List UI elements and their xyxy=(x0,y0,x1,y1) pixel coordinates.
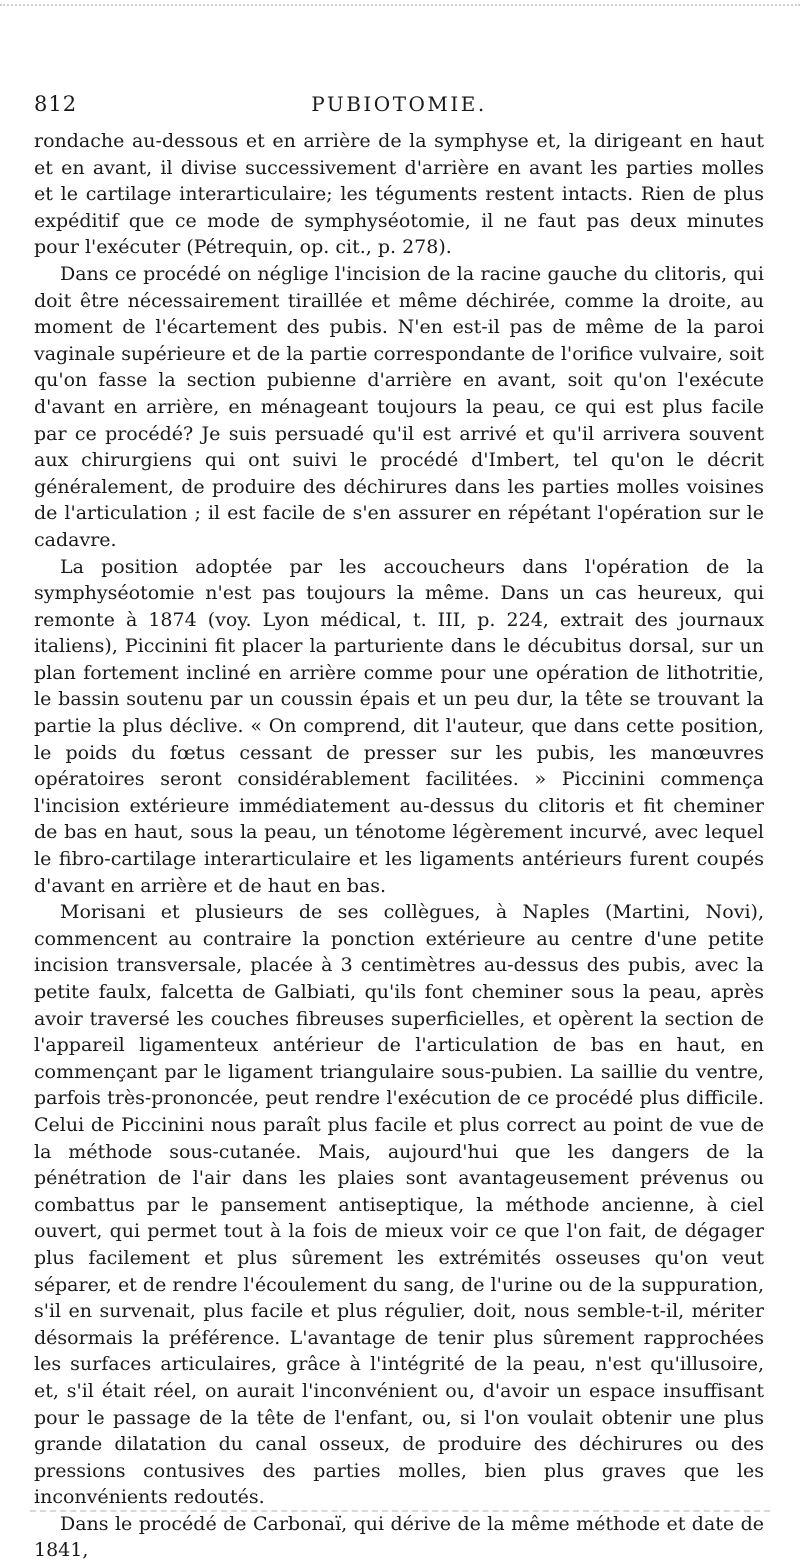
bottom-scan-border xyxy=(30,1510,770,1512)
top-scan-border xyxy=(0,4,800,20)
paragraph-continuation: rondache au-dessous et en arrière de la symphyse et, la dirigeant en haut et en avant, il divise successivement d'arrière en avant les parties molles et le cartilage interarticulaire; les téguments restent intacts. Rien de plus expéditif que ce mode de symphyséotomie, il ne faut pas deux minutes pour l'exécuter (Pétrequin, op. cit., p. 278). xyxy=(34,130,764,259)
running-title: PUBIOTOMIE. xyxy=(311,92,487,116)
paragraph: Dans ce procédé on néglige l'incision de la racine gauche du clitoris, qui doit être nécessairement tiraillée et même déchirée, comme la droite, au moment de l'écartement des pubis. N'en est-il pas de même de la paroi vaginale supérieure et de la partie correspondante de l'orifice vulvaire, soit qu'on fasse la section pubienne d'arrière en avant, soit qu'on l'exécute d'avant en arrière, en ménageant toujours la peau, ce qui est plus facile par ce procédé? Je suis persuadé qu'il est arrivé et qu'il arrivera souvent aux chirurgiens qui ont suivi le procédé d'Imbert, tel qu'on le décrit généralement, de produire des déchirures dans les parties molles voisines de l'articulation ; il est facile de s'en assurer en répétant l'opération sur le cadavre. xyxy=(34,262,764,551)
paragraph: Dans le procédé de Carbonaï, qui dérive de la même méthode et date de 1841, xyxy=(34,1512,764,1562)
body-text xyxy=(34,128,764,1564)
paragraph: Morisani et plusieurs de ses collègues, à Naples (Martini, Novi), commencent au contraire la ponction extérieure au centre d'une petite incision transversale, placée à 3 centimètres au-dessus des pubis, avec la petite faulx, falcetta de Galbiati, qu'ils font cheminer sous la peau, après avoir traversé les couches fibreuses superficielles, et opèrent la section de l'appareil ligamenteux antérieur de l'articulation de bas en haut, en commençant par le ligament triangulaire sous-pubien. La saillie du ventre, parfois très-prononcée, peut rendre l'exécution de ce procédé plus difficile. Celui de Piccinini nous paraît plus facile et plus correct au point de vue de la méthode sous-cutanée. Mais, aujourd'hui que les dangers de la pénétration de l'air dans les plaies sont avantageusement prévenus ou combattus par le pansement antiseptique, la méthode ancienne, à ciel ouvert, qui permet tout à la fois de mieux voir ce que l'on fait, de dégager plus facilement et plus sûrement les extrémités osseuses qu'on veut séparer, et de rendre l'écoulement du sang, de l'urine ou de la suppuration, s'il en survenait, plus facile et plus régulier, doit, nous semble-t-il, mériter désormais la préférence. L'avantage de tenir plus sûrement rapprochées les surfaces articulaires, grâce à l'intégrité de la peau, n'est qu'illusoire, et, s'il était réel, on aurait l'inconvénient ou, d'avoir un espace insuffisant pour le passage de la tête de l'enfant, ou, si l'on voulait obtenir une plus grande dilatation du canal osseux, de produire des déchirures ou des pressions contusives des parties molles, bien plus graves que les inconvénients redoutés. xyxy=(34,901,764,1509)
paragraph: La position adoptée par les accoucheurs dans l'opération de la symphyséotomie n'est pas toujours la même. Dans un cas heureux, qui remonte à 1874 (voy. Lyon médical, t. III, p. 224, extrait des journaux italiens), Piccinini fit placer la parturiente dans le décubitus dorsal, sur un plan fortement incliné en arrière comme pour une opération de lithotritie, le bassin soutenu par un coussin épais et un peu dur, la tête se trouvant la partie la plus déclive. « On comprend, dit l'auteur, que dans cette position, le poids du fœtus cessant de presser sur les pubis, les manœuvres opératoires seront considérablement facilitées. » Piccinini commença l'incision extérieure immédiatement au-dessus du clitoris et fit cheminer de bas en haut, sous la peau, un ténotome légèrement incurvé, avec lequel le fibro-cartilage interarticulaire et les ligaments antérieurs furent coupés d'avant en arrière et de haut en bas. xyxy=(34,555,764,897)
page-header xyxy=(34,92,764,126)
page-number: 812 xyxy=(34,92,78,116)
